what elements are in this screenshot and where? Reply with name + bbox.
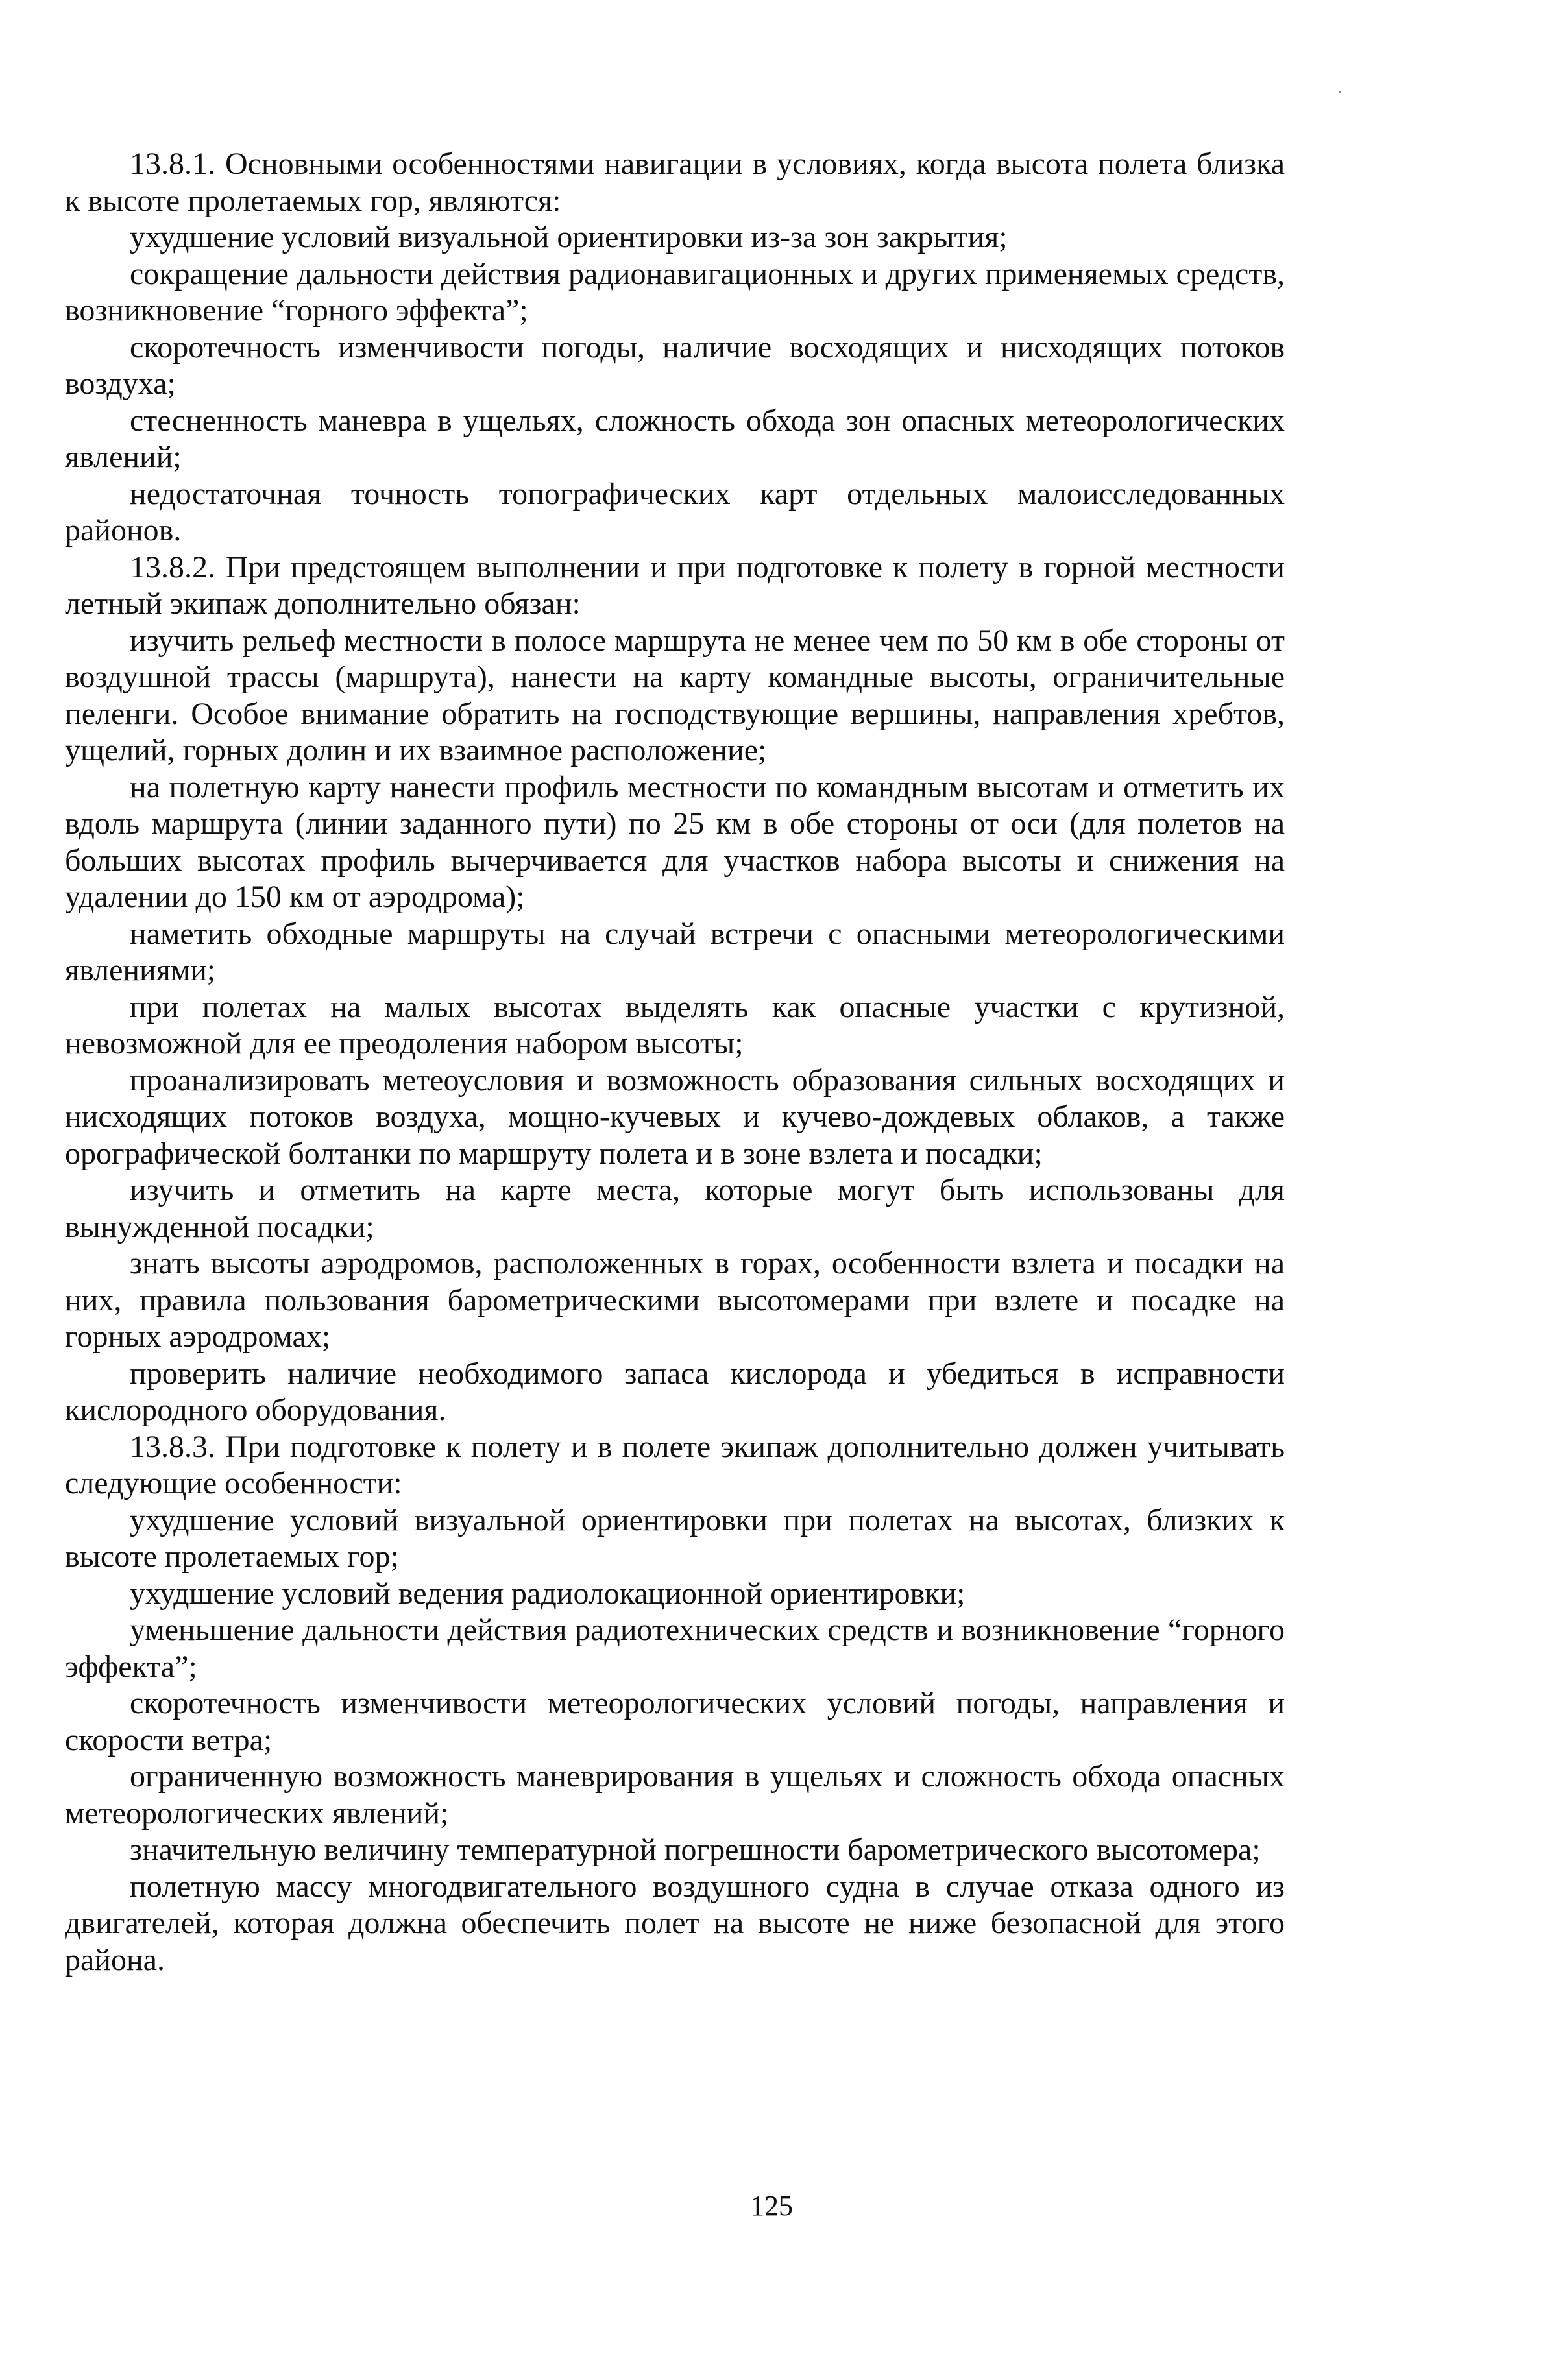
list-item: ухудшение условий визуальной ориентировки из-за зон закрытия; (130, 220, 1008, 254)
list-item: уменьшение дальности действия радиотехнических средств и возникновение “горного эффекта”; (65, 1613, 1285, 1684)
scan-speck (1339, 91, 1341, 93)
list-item: проанализировать метеоусловия и возможность образования сильных восходящих и нисходящих потоков воздуха, мощно-кучевых и кучево-дождевых облаков, а также орографической болтанки по маршруту полета и в зоне взлета и посадки; (65, 1063, 1285, 1171)
list-item: наметить обходные маршруты на случай встречи с опасными метеорологическими явлениями; (65, 916, 1285, 987)
list-item: проверить наличие необходимого запаса кислорода и убедиться в исправности кислородного оборудования. (65, 1356, 1285, 1427)
list-item: сокращение дальности действия радионавигационных и других применяемых средств, возникновение “горного эффекта”; (65, 256, 1285, 328)
paragraph-13-8-1-intro: 13.8.1. Основными особенностями навигации в условиях, когда высота полета близка к высоте пролетаемых гор, являются: (65, 147, 1285, 218)
list-item: стесненность маневра в ущельях, сложность обхода зон опасных метеорологических явлений; (65, 403, 1285, 474)
list-item: при полетах на малых высотах выделять как опасные участки с крутизной, невозможной для ее преодоления набором высоты; (65, 989, 1285, 1061)
list-item: изучить рельеф местности в полосе маршрута не менее чем по 50 км в обе стороны от воздушной трассы (маршрута), нанести на карту командные высоты, ограничительные пеленги. Особое внимание обратить на господствующие вершины, направления хребтов, ущелий, горных долин и их взаимное расположение; (65, 623, 1285, 767)
list-item: недостаточная точность топографических карт отдельных малоисследованных районов. (65, 476, 1285, 547)
list-item: знать высоты аэродромов, расположенных в горах, особенности взлета и посадки на них, правила пользования барометрическими высотомерами при взлете и посадке на горных аэродромах; (65, 1246, 1285, 1354)
list-item: изучить и отметить на карте места, которые могут быть использованы для вынужденной посадки; (65, 1173, 1285, 1244)
paragraph-13-8-2-intro: 13.8.2. При предстоящем выполнении и при подготовке к полету в горной местности летный экипаж дополнительно обязан: (65, 549, 1285, 621)
list-item: полетную массу многодвигательного воздушного судна в случае отказа одного из двигателей, которая должна обеспечить полет на высоте не ниже безопасной для этого района. (65, 1869, 1285, 1977)
paragraph-13-8-3-intro: 13.8.3. При подготовке к полету и в полете экипаж дополнительно должен учитывать следующие особенности: (65, 1429, 1285, 1500)
list-item: на полетную карту нанести профиль местности по командным высотам и отметить их вдоль маршрута (линии заданного пути) по 25 км в обе стороны от оси (для полетов на больших высотах профиль вычерчивается для участков набора высоты и снижения на удалении до 150 км от аэродрома); (65, 769, 1285, 914)
list-item: ограниченную возможность маневрирования в ущельях и сложность обхода опасных метеорологических явлений; (65, 1759, 1285, 1831)
list-item: скоротечность изменчивости погоды, наличие восходящих и нисходящих потоков воздуха; (65, 330, 1285, 401)
list-item: ухудшение условий визуальной ориентировки при полетах на высотах, близких к высоте пролетаемых гор; (65, 1502, 1285, 1574)
list-item: скоротечность изменчивости метеорологических условий погоды, направления и скорости ветра; (65, 1686, 1285, 1757)
page-body (65, 146, 1285, 1978)
page-number: 125 (750, 2190, 793, 2222)
list-item: ухудшение условий ведения радиолокационной ориентировки; (130, 1576, 966, 1611)
list-item: значительную величину температурной погрешности барометрического высотомера; (130, 1833, 1261, 1867)
